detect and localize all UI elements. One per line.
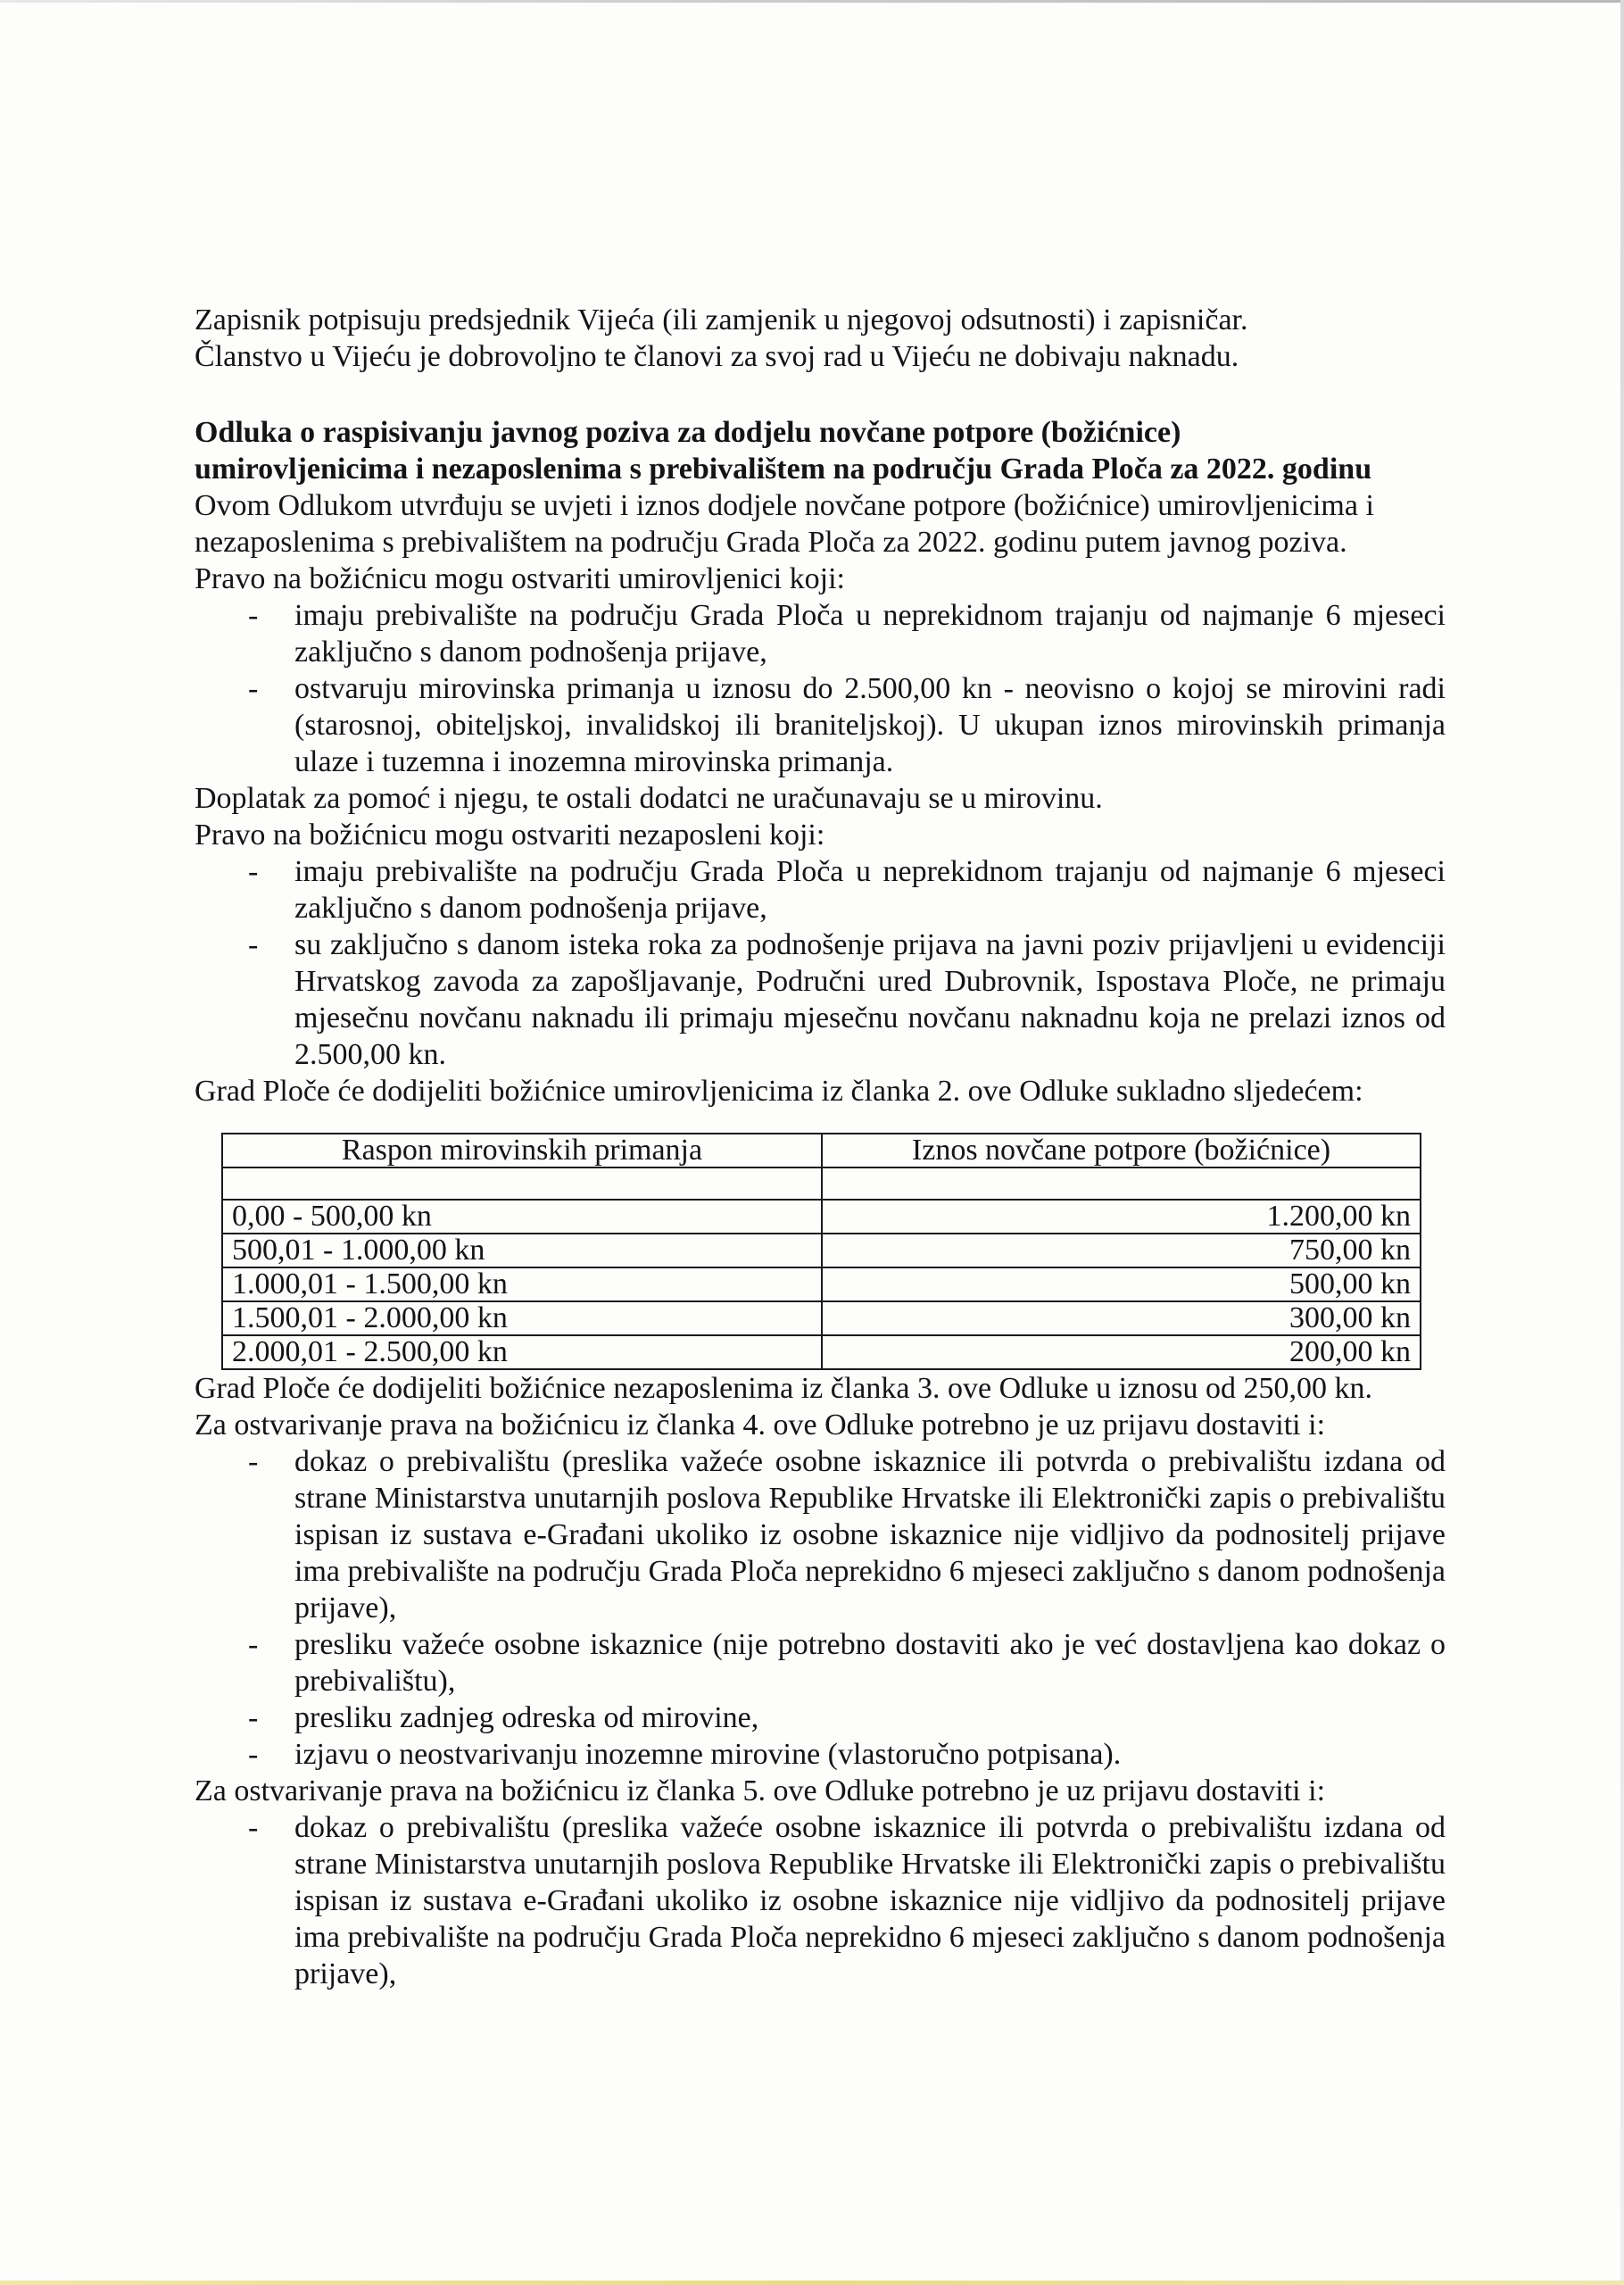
scan-edge-top [0,0,1624,3]
list-item: - imaju prebivalište na području Grada Ploča u neprekidnom trajanju od najmanje 6 mjeseci zaključno s danom podnošenja prijave, [195,853,1446,926]
intro-line-1: Zapisnik potpisuju predsjednik Vijeća (ili zamjenik u njegovoj odsutnosti) i zapisničar. [195,303,1248,337]
table-row [222,1200,1421,1234]
scan-edge-bottom [0,2281,1624,2285]
table-row [222,1267,1421,1301]
amount-cell: 750,00 kn [822,1234,1421,1267]
decision-heading-line-2: umirovljenicima i nezaposlenima s prebivalištem na području Grada Ploča za 2022. godinu [195,453,1372,486]
table-row [222,1301,1421,1335]
range-cell: 0,00 - 500,00 kn [222,1200,822,1234]
range-cell: 1.500,01 - 2.000,00 kn [222,1301,822,1335]
range-cell: 2.000,01 - 2.500,00 kn [222,1335,822,1369]
scan-edge-right [1620,0,1624,2285]
pension-rates-table [221,1133,1421,1370]
list-item: - presliku važeće osobne iskaznice (nije potrebno dostaviti ako je već dostavljena kao dokaz o prebivalištu), [195,1626,1446,1699]
table-spacer-row [222,1167,1421,1200]
document-page [195,302,1446,1992]
empty-cell [222,1167,822,1200]
decision-purpose: Ovom Odlukom utvrđuju se uvjeti i iznos dodjele novčane potpore (božićnice) umirovljenicima i nezaposlenima s prebivalištem na području Grada Ploča za 2022. godinu putem javnog poziva. [195,489,1374,559]
header-amount: Iznos novčane potpore (božićnice) [822,1134,1421,1167]
list-item: - dokaz o prebivalištu (preslika važeće osobne iskaznice ili potvrda o prebivalištu izdana od strane Ministarstva unutarnjih poslova Republike Hrvatske ili Elektronički zapis o prebivalištu ispisan iz sustava e-Građani ukoliko iz osobne iskaznice nije vidljivo da podnositelj prijave ima prebivalište na području Grada Ploča neprekidno 6 mjeseci zaključno s danom podnošenja prijave), [195,1809,1446,1992]
docs-article-5-intro: Za ostvarivanje prava na božićnicu iz članka 5. ove Odluke potrebno je uz prijavu dostaviti i: [195,1774,1326,1807]
amount-cell: 500,00 kn [822,1267,1421,1301]
table-header-row [222,1134,1421,1167]
pensioners-conditions-list [195,597,1446,780]
amount-cell: 300,00 kn [822,1301,1421,1335]
amount-cell: 1.200,00 kn [822,1200,1421,1234]
list-item: - imaju prebivalište na području Grada Ploča u neprekidnom trajanju od najmanje 6 mjeseci zaključno s danom podnošenja prijave, [195,597,1446,670]
allowance-note: Doplatak za pomoć i njegu, te ostali dodatci ne uračunavaju se u mirovinu. [195,782,1103,815]
unemployed-intro: Pravo na božićnicu mogu ostvariti nezaposleni koji: [195,818,825,852]
list-item: - izjavu o neostvarivanju inozemne mirovine (vlastoručno potpisana). [195,1736,1446,1773]
intro-line-2: Članstvo u Vijeću je dobrovoljno te članovi za svoj rad u Vijeću ne dobivaju naknadu. [195,340,1239,373]
docs-article-4-intro: Za ostvarivanje prava na božićnicu iz članka 4. ove Odluke potrebno je uz prijavu dostaviti i: [195,1408,1326,1442]
pensioners-table-intro: Grad Ploče će dodijeliti božićnice umirovljenicima iz članka 2. ove Odluke sukladno sljedećem: [195,1075,1363,1108]
docs-article-5-list [195,1809,1446,1992]
decision-heading-line-1: Odluka o raspisivanju javnog poziva za dodjelu novčane potpore (božićnice) [195,416,1181,449]
unemployed-conditions-list [195,853,1446,1073]
pension-rates-table-wrapper [221,1133,1421,1370]
table-row [222,1234,1421,1267]
empty-cell [822,1167,1421,1200]
table-row [222,1335,1421,1369]
range-cell: 500,01 - 1.000,00 kn [222,1234,822,1267]
unemployed-amount: Grad Ploče će dodijeliti božićnice nezaposlenima iz članka 3. ove Odluke u iznosu od 250,00 kn. [195,1372,1372,1405]
range-cell: 1.000,01 - 1.500,00 kn [222,1267,822,1301]
docs-article-4-list [195,1443,1446,1773]
list-item: - ostvaruju mirovinska primanja u iznosu do 2.500,00 kn - neovisno o kojoj se mirovini radi (starosnoj, obiteljskoj, invalidskoj ili braniteljskoj). U ukupan iznos mirovinskih primanja ulaze i tuzemna i inozemna mirovinska primanja. [195,670,1446,780]
amount-cell: 200,00 kn [822,1335,1421,1369]
pensioners-intro: Pravo na božićnicu mogu ostvariti umirovljenici koji: [195,562,845,595]
list-item: - presliku zadnjeg odreska od mirovine, [195,1699,1446,1736]
paragraph-gap [195,375,1446,414]
header-range: Raspon mirovinskih primanja [222,1134,822,1167]
list-item: - su zaključno s danom isteka roka za podnošenje prijava na javni poziv prijavljeni u evidenciji Hrvatskog zavoda za zapošljavanje, Područni ured Dubrovnik, Ispostava Ploče, ne primaju mjesečnu novčanu naknadu ili primaju mjesečnu novčanu naknadnu koja ne prelazi iznos od 2.500,00 kn. [195,926,1446,1073]
list-item: - dokaz o prebivalištu (preslika važeće osobne iskaznice ili potvrda o prebivalištu izdana od strane Ministarstva unutarnjih poslova Republike Hrvatske ili Elektronički zapis o prebivalištu ispisan iz sustava e-Građani ukoliko iz osobne iskaznice nije vidljivo da podnositelj prijave ima prebivalište na području Grada Ploča neprekidno 6 mjeseci zaključno s danom podnošenja prijave), [195,1443,1446,1626]
